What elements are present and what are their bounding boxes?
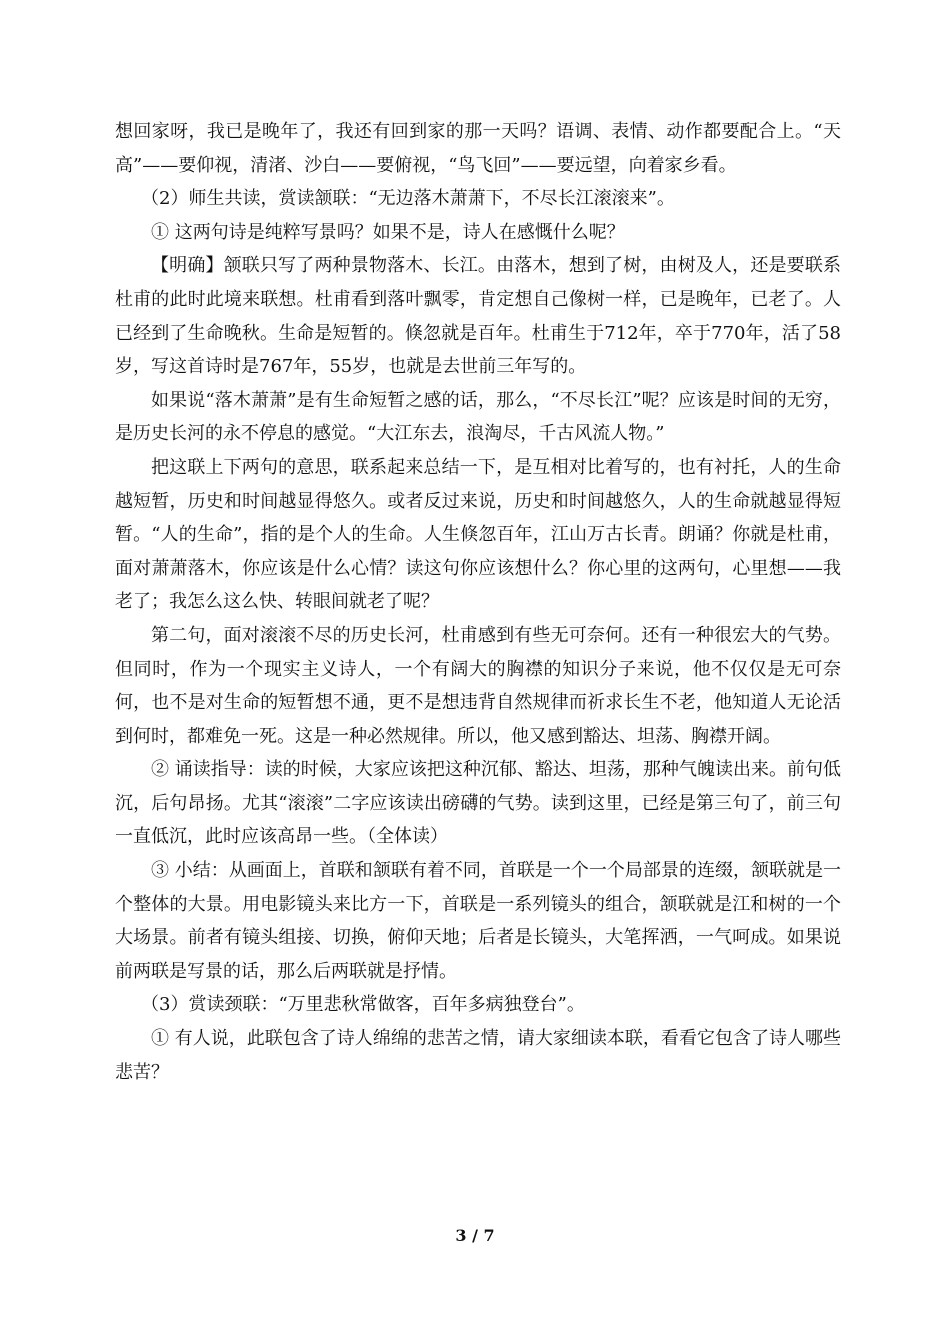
paragraph-7: 第二句，面对滚滚不尽的历史长河，杜甫感到有些无可奈何。还有一种很宏大的气势。但同时，作为一个现实主义诗人，一个有阔大的胸襟的知识分子来说，他不仅仅是无可奈何，也不是对生命的短暂想不通，更不是想违背自然规律而祈求长生不老，他知道人无论活到何时，都难免一死。这是一种必然规律。所以，他又感到豁达、坦荡、胸襟开阔。 — [115, 624, 841, 747]
paragraph-9: ③ 小结：从画面上，首联和颔联有着不同，首联是一个一个局部景的连缀，颔联就是一个整体的大景。用电影镜头来比方一下，首联是一系列镜头的组合，颔联就是江和树的一个大场景。前者有镜头组接、切换，俯仰天地；后者是长镜头，大笔挥洒，一气呵成。如果说前两联是写景的话，那么后两联就是抒情。 — [115, 860, 841, 982]
paragraph-10: （3）赏读颈联：“万里悲秋常做客，百年多病独登台”。 — [141, 994, 585, 1016]
paragraph-3: ① 这两句诗是纯粹写景吗？如果不是，诗人在感慨什么呢？ — [151, 221, 625, 243]
current-page: 3 — [455, 1226, 467, 1245]
paragraph-8: ② 诵读指导：读的时候，大家应该把这种沉郁、豁达、坦荡，那种气魄读出来。前句低沉，后句昂扬。尤其“滚滚”二字应该读出磅礴的气势。读到这里，已经是第三句了，前三句一直低沉，此时应该高昂一些。（全体读） — [115, 759, 841, 848]
page-number — [0, 1226, 950, 1245]
paragraph-5: 如果说“落木萧萧”是有生命短暂之感的话，那么，“不尽长江”呢？应该是时间的无穷，是历史长河的永不停息的感觉。“大江东去，浪淘尽，千古风流人物。” — [115, 389, 841, 445]
paragraph-1: 想回家呀，我已是晚年了，我还有回到家的那一天吗？语调、表情、动作都要配合上。“天高”——要仰视，清渚、沙白——要俯视，“鸟飞回”——要远望，向着家乡看。 — [115, 121, 841, 176]
total-pages: 7 — [483, 1226, 495, 1245]
paragraph-6: 把这联上下两句的意思，联系起来总结一下，是互相对比着写的，也有衬托，人的生命越短暂，历史和时间越显得悠久。或者反过来说，历史和时间越悠久，人的生命就越显得短暂。“人的生命”，指的是个人的生命。人生倏忽百年，江山万古长青。朗诵？你就是杜甫，面对萧萧落木，你应该是什么心情？读这句你应该想什么？你心里的这两句，心里想——我老了；我怎么这么快、转眼间就老了呢？ — [115, 456, 841, 613]
paragraph-4: 【明确】颔联只写了两种景物落木、长江。由落木，想到了树，由树及人，还是要联系杜甫的此时此境来联想。杜甫看到落叶飘零，肯定想自己像树一样，已是晚年，已老了。人已经到了生命晚秋。生命是短暂的。倏忽就是百年。杜甫生于712年，卒于770年，活了58岁，写这首诗时是767年，55岁，也就是去世前三年写的。 — [115, 255, 841, 378]
paragraph-11: ① 有人说，此联包含了诗人绵绵的悲苦之情，请大家细读本联，看看它包含了诗人哪些悲苦？ — [115, 1028, 841, 1083]
paragraph-2: （2）师生共读，赏读颔联：“无边落木萧萧下，不尽长江滚滚来”。 — [141, 188, 675, 210]
page-separator: / — [466, 1226, 484, 1245]
page-body — [115, 115, 841, 1089]
